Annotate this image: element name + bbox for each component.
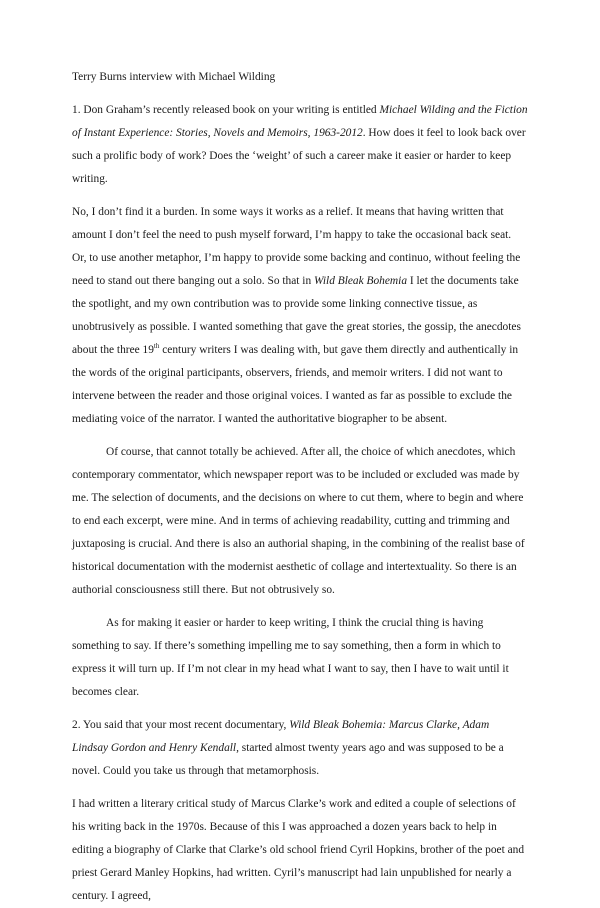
- document-title: Terry Burns interview with Michael Wilding: [72, 71, 276, 83]
- answer-2-paragraph-1: I had written a literary critical study of Marcus Clarke’s work and edited a couple of selections of his writing back in the 1970s. Because of this I was approached a dozen years back to help in editing a biography of Clarke that Clarke’s old school friend Cyril Hopkins, brother of the poet and priest Gerard Manley Hopkins, had written. Cyril’s manuscript had lain unpublished for nearly a century. I agreed,: [72, 798, 525, 902]
- answer-1-p1-superscript: th: [153, 342, 160, 351]
- answer-1-p1-text-c: I let the documents take the spotlight, and my own contribution was to provide some linking connective tissue, as unobtrusively as possible. I wanted something that gave the great stories, the gossip, the anecdotes about the three 19: [72, 275, 521, 356]
- answer-1-p1-text-d: century writers I was dealing with, but gave them directly and authentically in the words of the original participants, observers, friends, and memoir writers. I did not want to intervene between the reader and those original voices. I wanted as far as possible to exclude the mediating voice of the narrator. I wanted the authoritative biographer to be absent.: [72, 344, 519, 425]
- answer-1-paragraph-2: Of course, that cannot totally be achieved. After all, the choice of which anecdotes, which contemporary commentator, which newspaper report was to be included or excluded was made by me. The selection of documents, and the decisions on where to cut them, where to begin and where to end each excerpt, were mine. And in terms of achieving readability, cutting and trimming and juxtaposing is crucial. And there is also an authorial shaping, in the combining of the realist base of historical documentation with the modernist aesthetic of collage and intertextuality. So there is an authorial consciousness still there. But not obtrusively so.: [72, 446, 525, 596]
- question-2: [72, 714, 528, 783]
- answer-1-paragraph-3: As for making it easier or harder to keep writing, I think the crucial thing is having something to say. If there’s something impelling me to say something, then a form in which to express it will turn up. If I’m not clear in my head what I want to say, then I have to wait until it becomes clear.: [72, 617, 509, 698]
- answer-1-p1-text-a: No, I don’t find it a burden. In some ways it works as a relief. It means that having written that amount I don’t feel the need to push myself forward, I’m happy to take the occasional back seat. Or, to use another metaphor, I’m happy to provide some backing and continuo, without feeling the need to stand out there banging out a solo. So that in: [72, 206, 521, 287]
- question-1-text-a: 1. Don Graham’s recently released book on your writing is entitled: [72, 104, 380, 116]
- answer-1-p1-book-title: Wild Bleak Bohemia: [314, 275, 408, 287]
- question-1: [72, 99, 528, 191]
- question-1-text-c: . How does it feel to look back over such a prolific body of work? Does the ‘weight’ of such a career make it easier or harder to keep writing.: [72, 127, 526, 185]
- question-2-book-title: Wild Bleak Bohemia: Marcus Clarke, Adam Lindsay Gordon and Henry Kendall,: [72, 719, 490, 754]
- question-1-book-title: Michael Wilding and the Fiction of Instant Experience: Stories, Novels and Memoirs, 1963-2012: [72, 104, 528, 139]
- question-2-text-a: 2. You said that your most recent documentary,: [72, 719, 290, 731]
- question-2-text-c: started almost twenty years ago and was supposed to be a novel. Could you take us through that metamorphosis.: [72, 742, 504, 777]
- answer-1-paragraph-1: [72, 201, 528, 431]
